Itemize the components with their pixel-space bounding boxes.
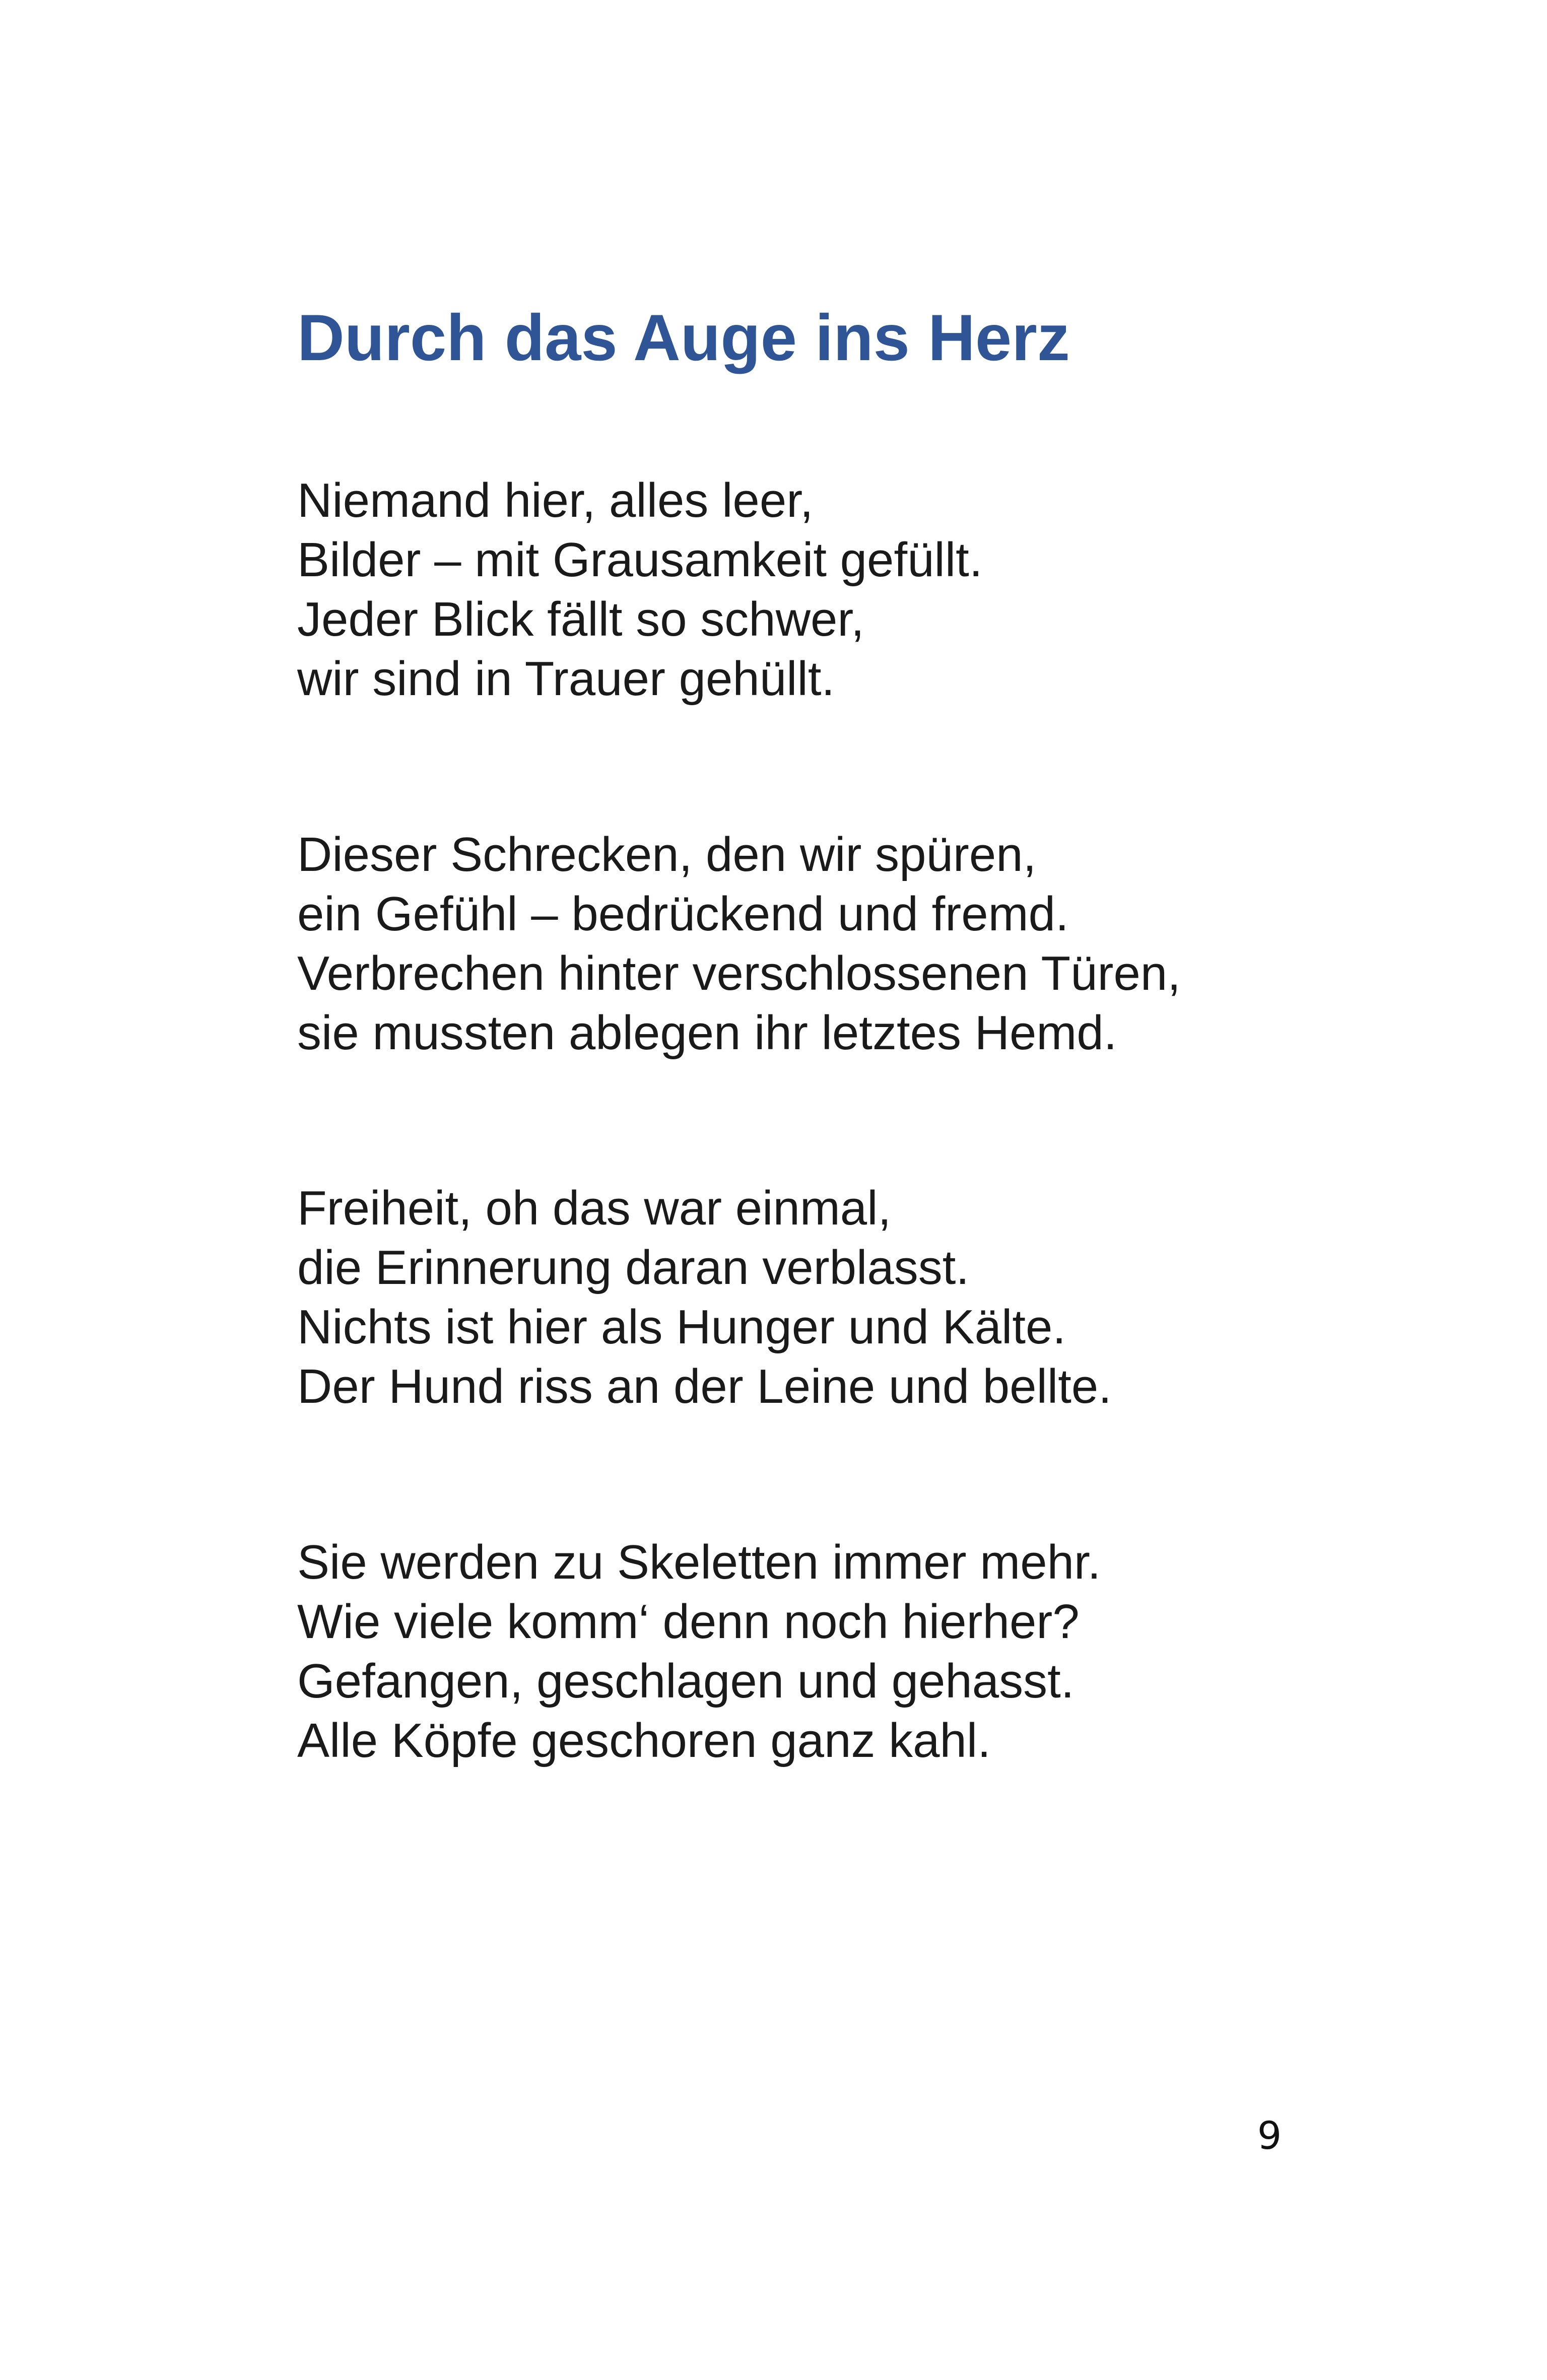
poem-line: ein Gefühl – bedrückend und fremd. [297,887,1069,941]
poem-line: Bilder – mit Grausamkeit gefüllt. [297,533,983,587]
stanza-3 [297,1179,1112,1416]
poem-line: sie mussten ablegen ihr letztes Hemd. [297,1006,1117,1060]
poem-line: wir sind in Trauer gehüllt. [297,652,835,706]
poem-title: Durch das Auge ins Herz [297,301,1070,374]
stanza-1 [297,471,983,709]
poem-line: Sie werden zu Skeletten immer mehr. [297,1535,1101,1589]
stanza-2 [297,825,1181,1063]
poem-line: Alle Köpfe geschoren ganz kahl. [297,1714,991,1767]
poem-line: Dieser Schrecken, den wir spüren, [297,828,1037,881]
poem-line: Gefangen, geschlagen und gehasst. [297,1654,1074,1708]
poem-line: Freiheit, oh das war einmal, [297,1181,892,1235]
poem-line: Niemand hier, alles leer, [297,473,814,527]
stanza-4 [297,1533,1101,1771]
poem-line: die Erinnerung daran verblasst. [297,1241,970,1295]
page-number: 9 [1257,2113,1282,2158]
poem-line: Verbrechen hinter verschlossenen Türen, [297,946,1181,1000]
poem-line: Jeder Blick fällt so schwer, [297,592,864,646]
poem-line: Der Hund riss an der Leine und bellte. [297,1359,1112,1413]
poem-line: Nichts ist hier als Hunger und Kälte. [297,1300,1066,1354]
poem-line: Wie viele komm‘ denn noch hierher? [297,1595,1080,1649]
